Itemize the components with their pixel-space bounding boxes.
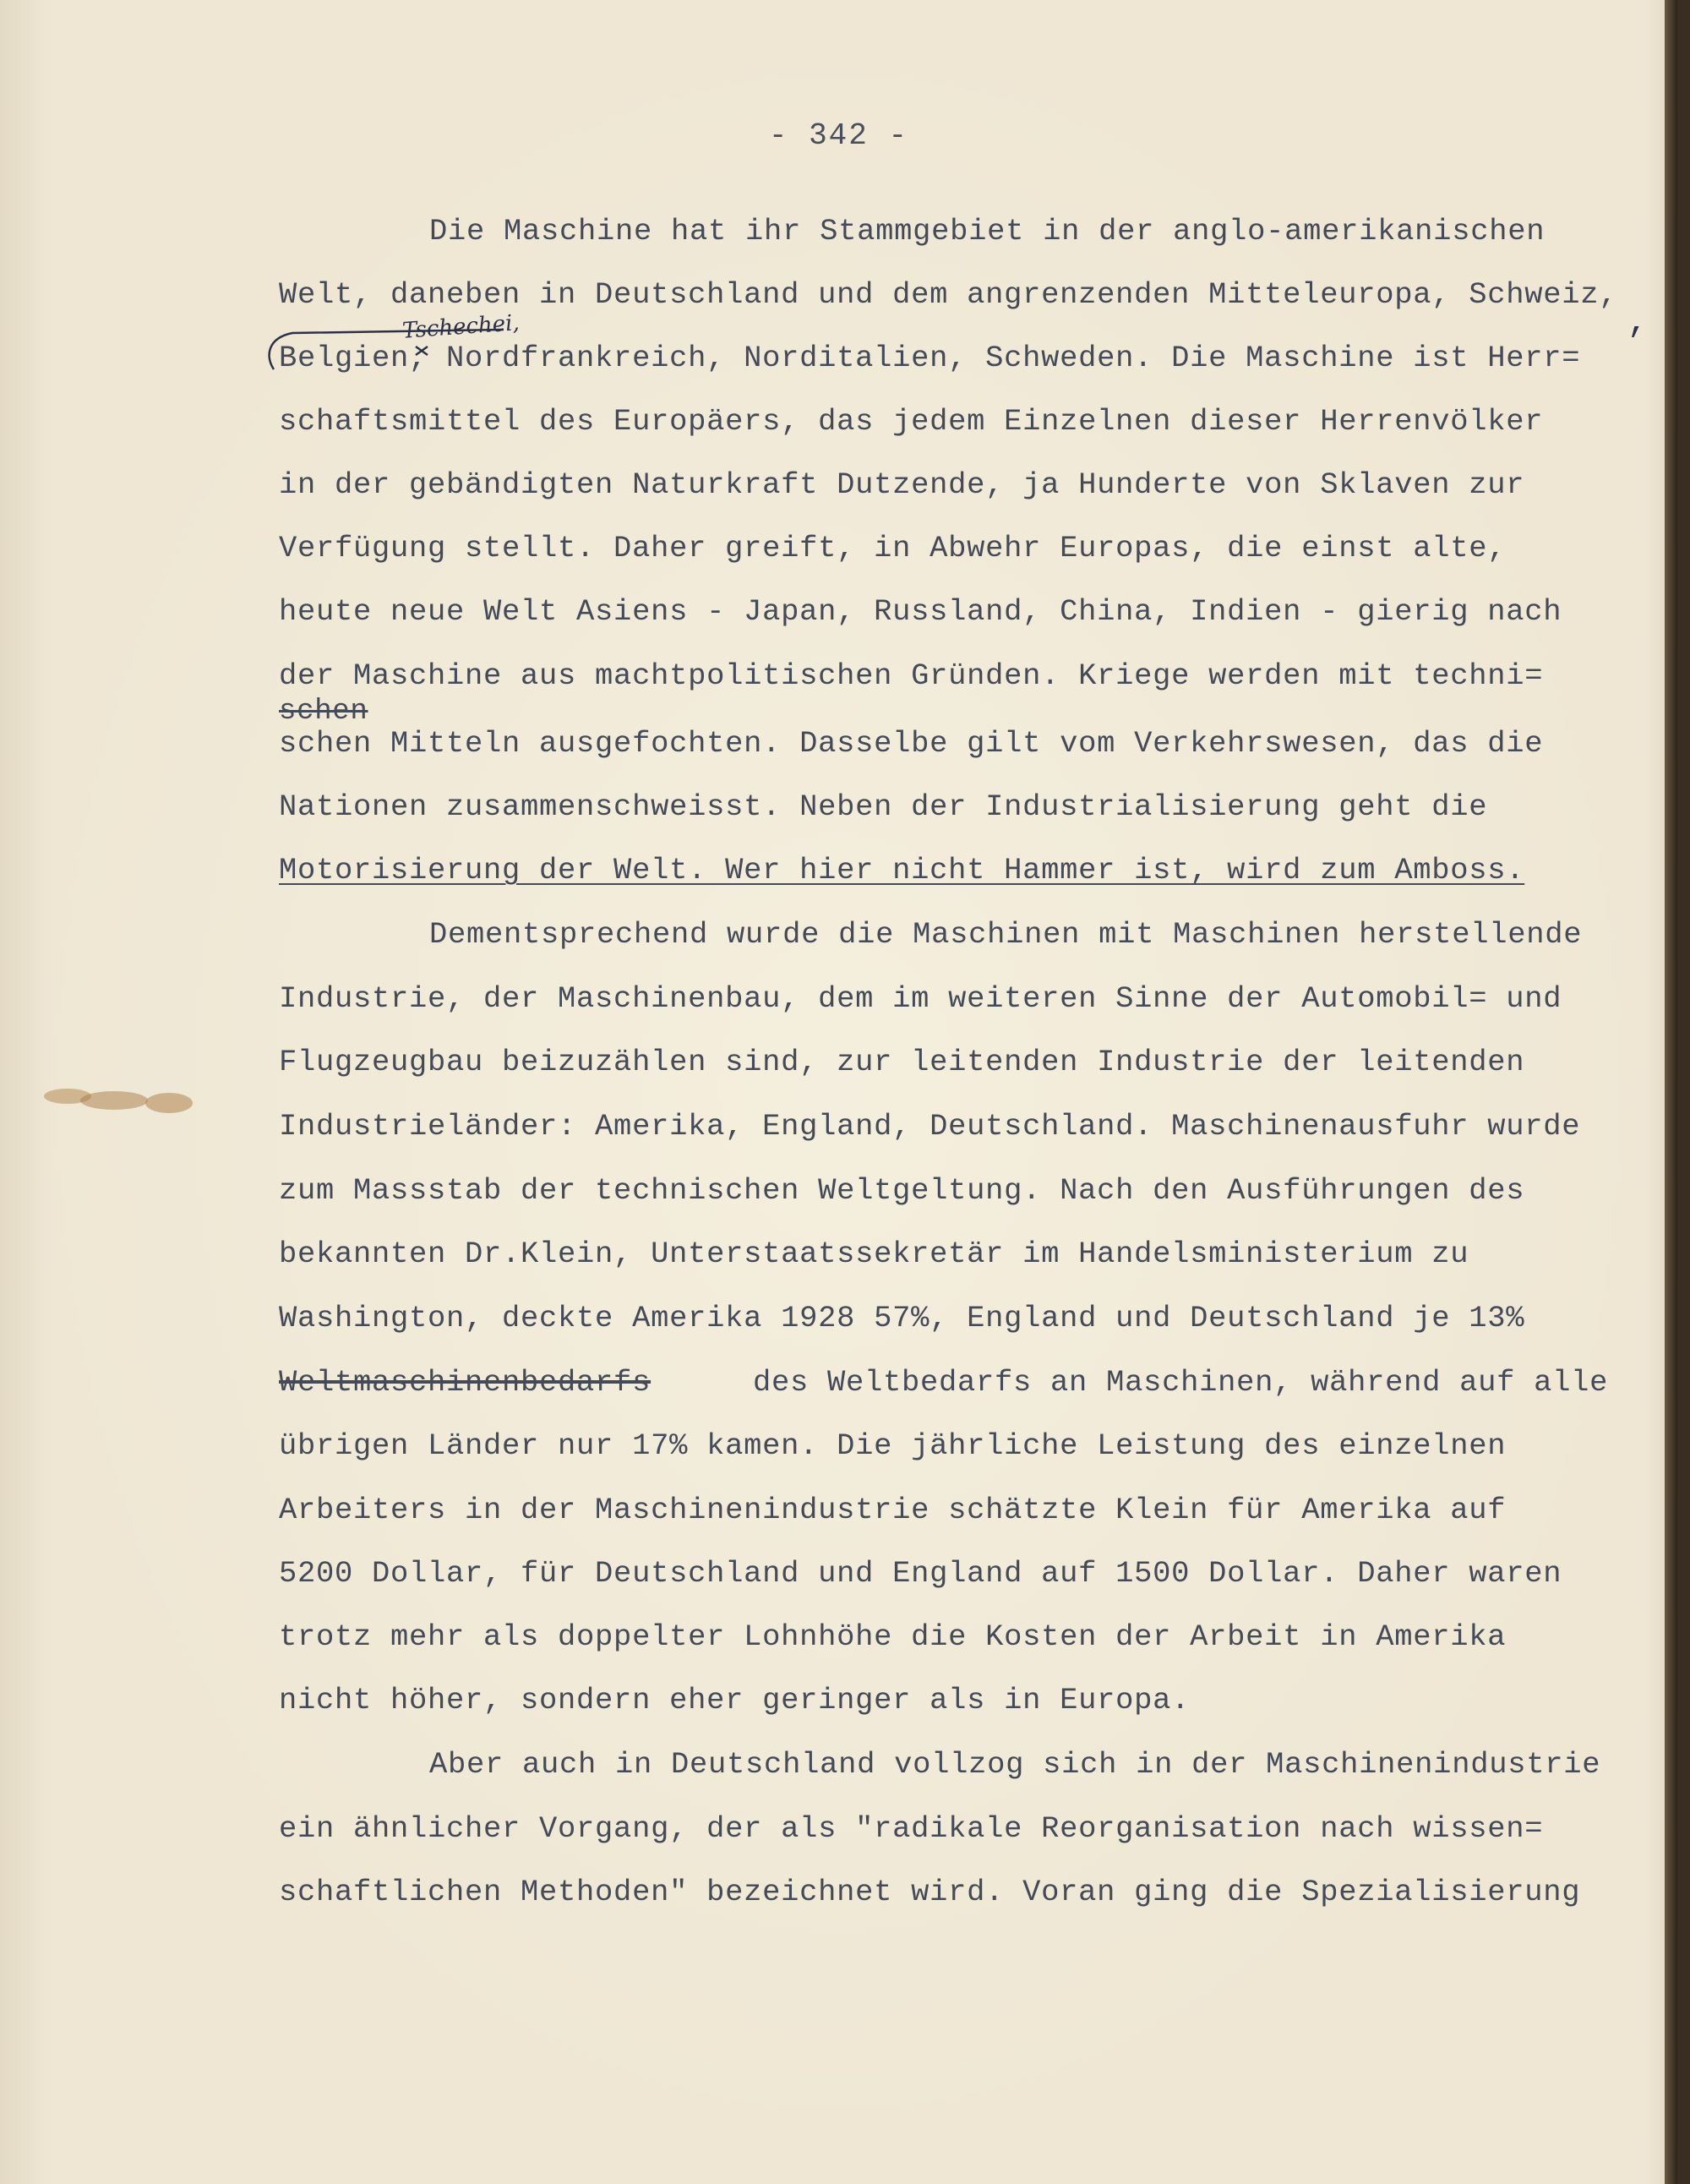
text-line-15: Industrieländer: Amerika, England, Deutschland. Maschinenausfuhr wurde (279, 1109, 1581, 1144)
text-line-13: Industrie, der Maschinenbau, dem im weiteren Sinne der Automobil= und (279, 981, 1562, 1016)
text-line-25: Aber auch in Deutschland vollzog sich in der Maschinenindustrie (429, 1747, 1601, 1782)
handwritten-comma-mark: , (1627, 304, 1649, 342)
text-line-2: Welt, daneben in Deutschland und dem angrenzenden Mitteleuropa, Schweiz, (279, 277, 1618, 312)
page-edge (1665, 0, 1677, 2184)
struck-typed-words: Weltmaschinenbedarfs (279, 1365, 651, 1400)
text-line-7: heute neue Welt Asiens - Japan, Russland, China, Indien - gierig nach (279, 594, 1562, 629)
text-line-18: Washington, deckte Amerika 1928 57%, England und Deutschland je 13% (279, 1301, 1525, 1335)
text-line-12: Dementsprechend wurde die Maschinen mit Maschinen herstellende (429, 917, 1583, 952)
text-line-14: Flugzeugbau beizuzählen sind, zur leitenden Industrie der leitenden (279, 1045, 1525, 1079)
text-line-11: Motorisierung der Welt. Wer hier nicht Hammer ist, wird zum Amboss. (279, 853, 1525, 887)
text-line-9: schen Mitteln ausgefochten. Dasselbe gilt vom Verkehrswesen, das die (279, 726, 1544, 761)
text-line-5: in der gebändigten Naturkraft Dutzende, ja Hunderte von Sklaven zur (279, 467, 1525, 502)
text-line-20: übrigen Länder nur 17% kamen. Die jährliche Leistung des einzelnen (279, 1428, 1507, 1463)
text-line-6: Verfügung stellt. Daher greift, in Abwehr Europas, die einst alte, (279, 531, 1507, 565)
text-line-3: Belgien, Nordfrankreich, Norditalien, Schweden. Die Maschine ist Herr= (279, 341, 1581, 375)
text-line-1: Die Maschine hat ihr Stammgebiet in der anglo-amerikanischen (429, 214, 1546, 248)
text-line-23: trotz mehr als doppelter Lohnhöhe die Kosten der Arbeit in Amerika (279, 1619, 1507, 1654)
text-line-19-rest: des Weltbedarfs an Maschinen, während auf alle (753, 1365, 1609, 1400)
text-line-19 (279, 1364, 651, 1401)
paper-stain (34, 1078, 203, 1120)
text-line-27: schaftlichen Methoden" bezeichnet wird. Voran ging die Spezialisierung (279, 1875, 1581, 1909)
text-line-16: zum Massstab der technischen Weltgeltung. Nach den Ausführungen des (279, 1173, 1525, 1208)
text-line-26: ein ähnlicher Vorgang, der als "radikale Reorganisation nach wissen= (279, 1811, 1544, 1846)
text-line-17: bekannten Dr.Klein, Unterstaatssekretär im Handelsministerium zu (279, 1237, 1469, 1271)
text-line-21: Arbeiters in der Maschinenindustrie schätzte Klein für Amerika auf (279, 1493, 1507, 1527)
text-line-22: 5200 Dollar, für Deutschland und England auf 1500 Dollar. Daher waren (279, 1556, 1562, 1591)
page-number: - 342 - (768, 118, 909, 153)
struck-through-fragment: schen (279, 696, 368, 728)
handwritten-insertion: Tschechei, (401, 310, 521, 344)
text-line-24: nicht höher, sondern eher geringer als in Europa. (279, 1683, 1191, 1717)
text-line-8: der Maschine aus machtpolitischen Gründen. Kriege werden mit techni= (279, 658, 1544, 693)
text-line-10: Nationen zusammenschweisst. Neben der Industrialisierung geht die (279, 789, 1488, 824)
text-line-4: schaftsmittel des Europäers, das jedem Einzelnen dieser Herrenvölker (279, 404, 1544, 439)
